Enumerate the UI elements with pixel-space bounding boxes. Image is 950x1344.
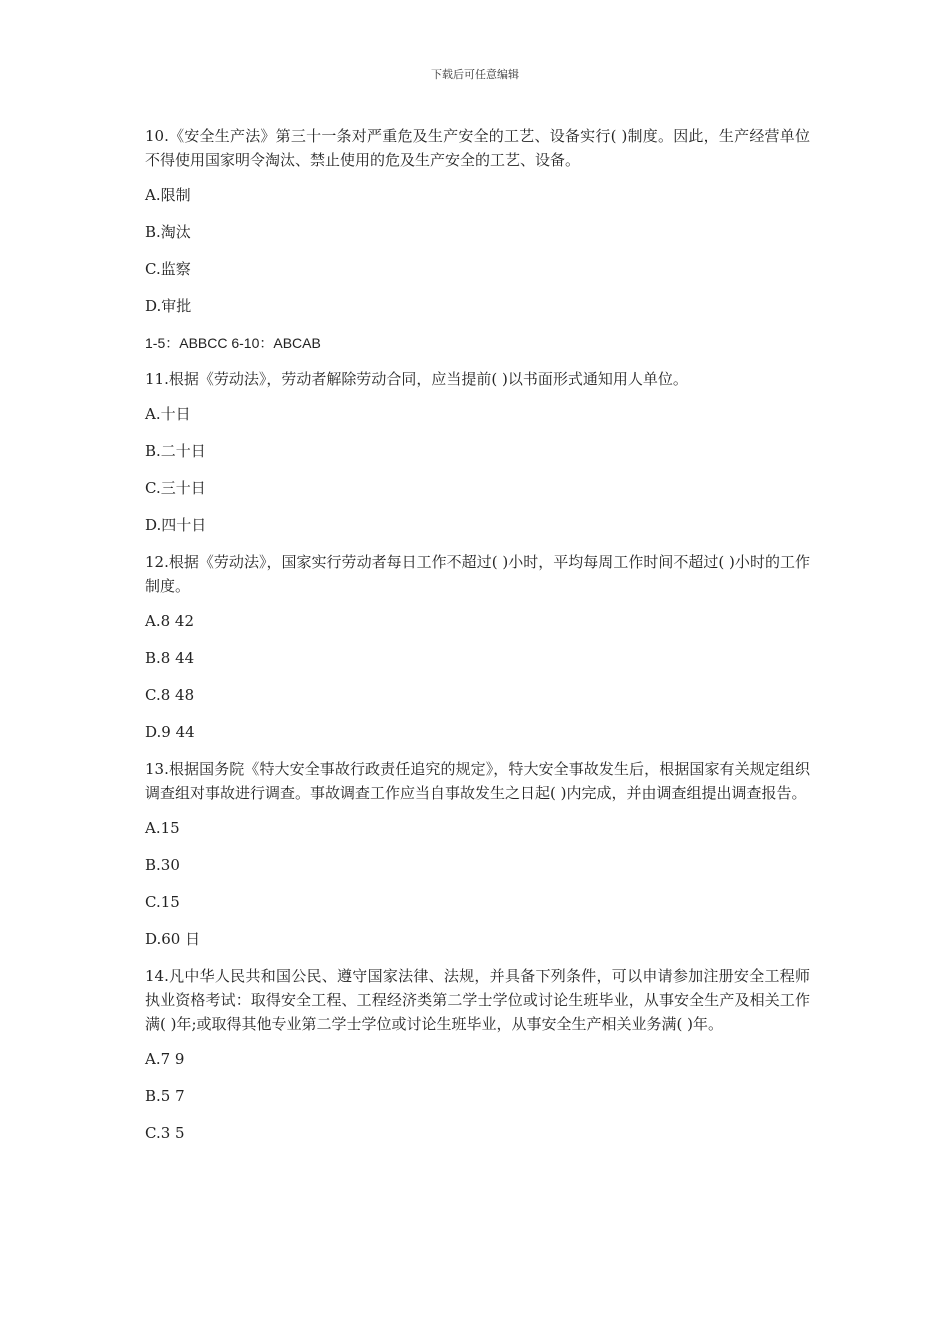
- question-11: 11.根据《劳动法》，劳动者解除劳动合同，应当提前( )以书面形式通知用人单位。: [145, 370, 688, 388]
- option-13c: C.15: [145, 893, 180, 911]
- option-12a: A.8 42: [145, 612, 194, 630]
- question-13: 13.根据国务院《特大安全事故行政责任追究的规定》，特大安全事故发生后，根据国家有关规定组织调查组对事故进行调查。事故调查工作应当自事故发生之日起( )内完成，并由调查组提出调查报告。: [145, 760, 810, 802]
- page-header: 下载后可任意编辑: [431, 68, 519, 81]
- option-13b: B.30: [145, 856, 180, 874]
- question-10: 10.《安全生产法》第三十一条对严重危及生产安全的工艺、设备实行( )制度。因此，生产经营单位不得使用国家明令淘汰、禁止使用的危及生产安全的工艺、设备。: [145, 127, 810, 169]
- option-10a: A.限制: [145, 186, 191, 204]
- option-10d: D.审批: [145, 297, 192, 315]
- answer-key: 1-5：ABBCC 6-10：ABCAB: [145, 335, 321, 351]
- option-13d: D.60 日: [145, 930, 201, 948]
- option-11c: C.三十日: [145, 479, 206, 497]
- option-13a: A.15: [145, 819, 180, 837]
- option-12b: B.8 44: [145, 649, 195, 667]
- question-14: 14.凡中华人民共和国公民、遵守国家法律、法规，并具备下列条件，可以申请参加注册安全工程师执业资格考试：取得安全工程、工程经济类第二学士学位或讨论生班毕业，从事安全生产及相关工作满( )年;或取得其他专业第二学士学位或讨论生班毕业，从事安全生产相关业务满( )年。: [145, 967, 810, 1033]
- option-10b: B.淘汰: [145, 223, 191, 241]
- option-12d: D.9 44: [145, 723, 195, 741]
- option-11a: A.十日: [145, 405, 191, 423]
- option-11d: D.四十日: [145, 516, 207, 534]
- option-14a: A.7 9: [145, 1050, 185, 1068]
- question-12: 12.根据《劳动法》，国家实行劳动者每日工作不超过( )小时，平均每周工作时间不超过( )小时的工作制度。: [145, 553, 810, 595]
- option-14c: C.3 5: [145, 1124, 185, 1142]
- option-14b: B.5 7: [145, 1087, 185, 1105]
- document-body: [145, 124, 810, 1158]
- option-11b: B.二十日: [145, 442, 206, 460]
- option-10c: C.监察: [145, 260, 191, 278]
- option-12c: C.8 48: [145, 686, 195, 704]
